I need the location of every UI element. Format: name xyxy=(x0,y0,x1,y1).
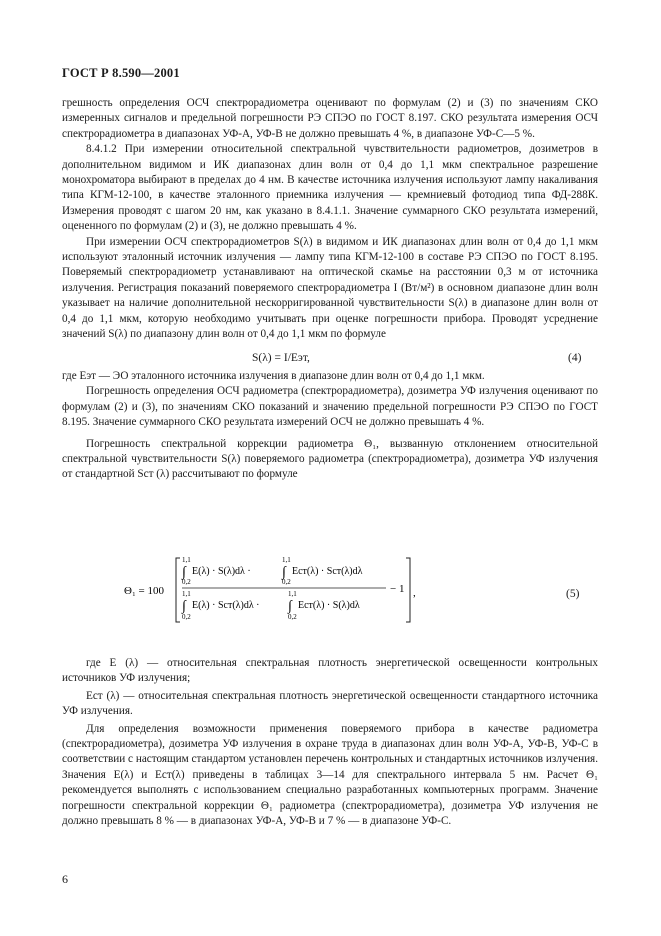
int-lower-4: 0,2 xyxy=(288,613,297,621)
page-number: 6 xyxy=(62,872,68,886)
num-left: E(λ) · S(λ)dλ · xyxy=(192,566,251,577)
int-lower-2: 0,2 xyxy=(282,578,291,586)
den-left: E(λ) · Sст(λ)dλ · xyxy=(192,600,260,611)
document-header: ГОСТ Р 8.590—2001 xyxy=(62,66,180,80)
formula-4-number: (4) xyxy=(568,352,582,364)
int-lower-3: 0,2 xyxy=(182,613,191,621)
text-block-top xyxy=(62,96,598,343)
integral-sign-4: ∫ xyxy=(288,599,292,614)
integral-sign-2: ∫ xyxy=(282,565,286,580)
paragraph-6: Для определения возможности применения поверяемого прибора в качестве радиометра (спектрорадиометра), дозиметра УФ излучения в охране труда в диапазонах длин волн УФ-А, УФ-В, УФ-С в соответствии с настоящим стандартом установлен перечень контрольных и стандартных источников излучения. Значения E(λ) и Eст(λ) приведены в таблицах 3—14 для спектрального интервала 5 нм. Расчет Θ₁ рекомендуется выполнять с использованием специально разработанных компьютерных программ. Значение погрешности спектральной коррекции Θ₁ радиометра (спектрорадиометра), дозиметра УФ излучения не должно превышать 8 % — в диапазонах УФ-А, УФ-В и 7 % — в диапазоне УФ-С. xyxy=(62,722,598,828)
formula-5-lhs: Θ₁ = 100 xyxy=(124,585,164,597)
paragraph-5: Погрешность спектральной коррекции радиометра Θ₁, вызванную отклонением относительной спектральной чувствительности S(λ) поверяемого радиометра (спектрорадиометра), дозиметра УФ излучения от стандартной Sст (λ) рассчитывают по формуле xyxy=(62,437,598,481)
paragraph-3: При измерении ОСЧ спектрорадиометров S(λ) в видимом и ИК диапазонах длин волн от 0,4 до 1,1 мкм используют эталонный источник излучения — лампу типа КГМ-12-100 в составе РЭ СПЭО по ГОСТ 8.195. Поверяемый спектрорадиометр устанавливают на оптической скамье на расстоянии 0,3 м от источника излучения. Регистрация показаний поверяемого спектрорадиометра I (Вт/м²) в основном диапазоне длин волн указывает на наличие дополнительной нескорригированной чувствительности S(λ) в диапазоне длин волн от 0,4 до 1,1 мкм, которую необходимо учитывать при оценке погрешности прибора. Проводят усреднение значений S(λ) по диапазону длин волн от 0,4 до 1,1 мкм по формуле xyxy=(62,235,598,341)
paragraph-where-eet: где Eэт — ЭО эталонного источника излучения в диапазоне длин волн от 0,4 до 1,1 мкм. xyxy=(62,370,485,382)
formula-4-expression: S(λ) = I/Eэт, xyxy=(252,352,310,364)
text-block-mid xyxy=(62,369,598,483)
den-right: Eст(λ) · S(λ)dλ xyxy=(298,600,360,611)
formula-5 xyxy=(124,552,544,628)
num-right: Eст(λ) · Sст(λ)dλ xyxy=(292,566,363,577)
int-upper-1: 1,1 xyxy=(182,556,191,564)
paragraph-where-est: Eст (λ) — относительная спектральная плотность энергетической освещенности стандартного источника УФ излучения. xyxy=(62,689,598,718)
integral-sign-3: ∫ xyxy=(182,599,186,614)
text-block-bottom xyxy=(62,656,598,829)
int-upper-3: 1,1 xyxy=(182,590,191,598)
bracket-left xyxy=(176,558,180,622)
int-lower-1: 0,2 xyxy=(182,578,191,586)
minus-one: − 1 xyxy=(390,583,405,595)
int-upper-2: 1,1 xyxy=(282,556,291,564)
formula-5-number: (5) xyxy=(566,588,580,600)
paragraph-4: Погрешность определения ОСЧ радиометра (спектрорадиометра), дозиметра УФ излучения оценивают по формулам (2) и (3), по значениям СКО показаний и значению предельной погрешности РЭ СПЭО по ГОСТ 8.195. Значение суммарного СКО результата измерений ОСЧ не должно превышать 4 %. xyxy=(62,385,598,429)
paragraph-2: 8.4.1.2 При измерении относительной спектральной чувствительности радиометров, дозиметров в дополнительном видимом и ИК диапазонах длин волн от 0,4 до 1,1 мкм спектральное разрешение монохроматора выбирают в пределах до 4 нм. В качестве источника излучения используют лампу накаливания типа КГМ-12-100, в качестве эталонного приемника излучения — кремниевый фотодиод типа ФД-288К. Измерения проводят с шагом 20 нм, как указано в 8.4.1.1. Значение суммарного СКО результата измерений, оцененного по формулам (2) и (3), не должно превышать 4 %. xyxy=(62,143,598,233)
paragraph-where-e: где E (λ) — относительная спектральная плотность энергетической освещенности контрольных источников УФ излучения; xyxy=(62,657,598,685)
paragraph-1: грешность определения ОСЧ спектрорадиометра оценивают по формулам (2) и (3) по значениям СКО измеренных сигналов и предельной погрешности РЭ СПЭО по ГОСТ 8.197. СКО результата измерения ОСЧ спектрорадиометра в диапазонах УФ-А, УФ-В не должно превышать 4 %, в диапазоне УФ-С—5 %. xyxy=(62,97,598,140)
int-upper-4: 1,1 xyxy=(288,590,297,598)
integral-sign-1: ∫ xyxy=(182,565,186,580)
formula-5-comma: , xyxy=(413,587,416,599)
bracket-right xyxy=(406,558,410,622)
